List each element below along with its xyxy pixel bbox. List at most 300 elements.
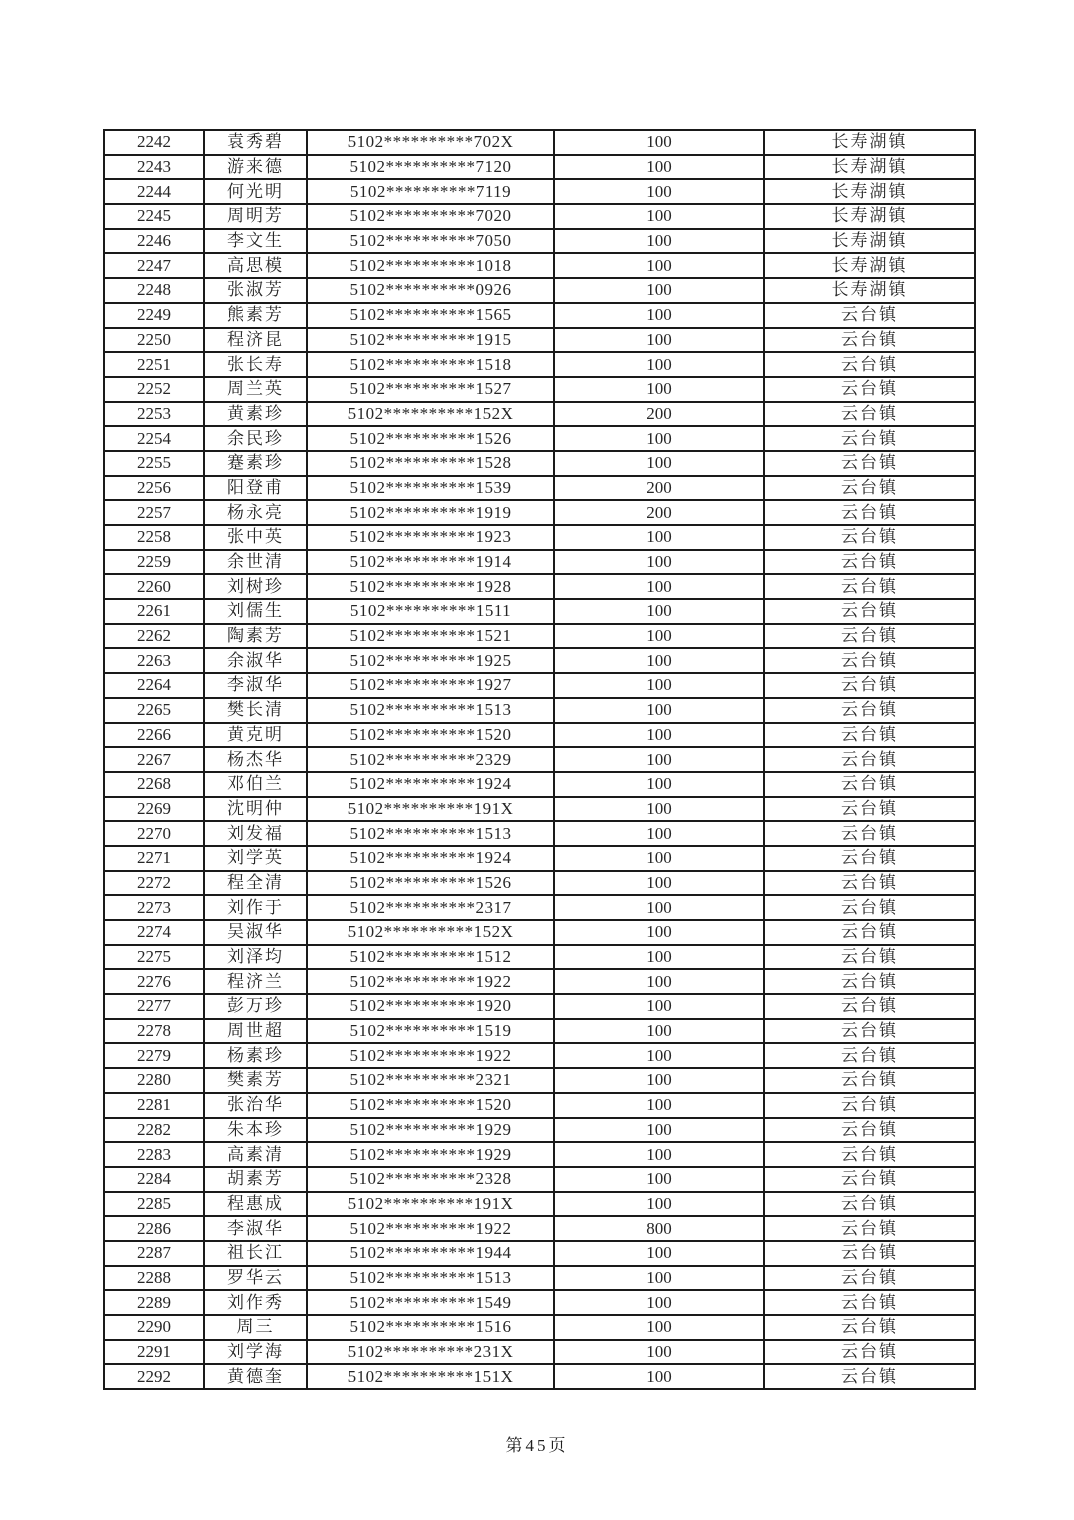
masked-id-cell: 5102**********1924 <box>307 772 554 797</box>
amount-cell: 100 <box>554 821 764 846</box>
name-cell: 刘泽均 <box>204 945 307 970</box>
name-cell: 余民珍 <box>204 426 307 451</box>
amount-cell: 100 <box>554 1290 764 1315</box>
town-cell: 云台镇 <box>764 846 975 871</box>
name-cell: 沈明仲 <box>204 797 307 822</box>
table-row <box>104 797 975 822</box>
masked-id-cell: 5102**********1929 <box>307 1142 554 1167</box>
table-row <box>104 673 975 698</box>
name-cell: 余淑华 <box>204 648 307 673</box>
amount-cell: 200 <box>554 500 764 525</box>
town-cell: 云台镇 <box>764 1093 975 1118</box>
amount-cell: 100 <box>554 920 764 945</box>
town-cell: 云台镇 <box>764 871 975 896</box>
town-cell: 云台镇 <box>764 797 975 822</box>
town-cell: 云台镇 <box>764 402 975 427</box>
name-cell: 刘作秀 <box>204 1290 307 1315</box>
name-cell: 刘学海 <box>204 1340 307 1365</box>
town-cell: 云台镇 <box>764 723 975 748</box>
masked-id-cell: 5102**********1928 <box>307 574 554 599</box>
serial-number-cell: 2266 <box>104 723 204 748</box>
amount-cell: 100 <box>554 130 764 155</box>
amount-cell: 800 <box>554 1216 764 1241</box>
serial-number-cell: 2246 <box>104 229 204 254</box>
town-cell: 云台镇 <box>764 1043 975 1068</box>
table-row <box>104 1216 975 1241</box>
amount-cell: 100 <box>554 797 764 822</box>
name-cell: 胡素芳 <box>204 1167 307 1192</box>
serial-number-cell: 2282 <box>104 1118 204 1143</box>
serial-number-cell: 2283 <box>104 1142 204 1167</box>
serial-number-cell: 2275 <box>104 945 204 970</box>
town-cell: 云台镇 <box>764 303 975 328</box>
table-row <box>104 402 975 427</box>
table-row <box>104 1315 975 1340</box>
name-cell: 程济兰 <box>204 969 307 994</box>
name-cell: 周兰英 <box>204 377 307 402</box>
amount-cell: 100 <box>554 1118 764 1143</box>
serial-number-cell: 2249 <box>104 303 204 328</box>
name-cell: 陶素芳 <box>204 624 307 649</box>
name-cell: 张治华 <box>204 1093 307 1118</box>
amount-cell: 100 <box>554 673 764 698</box>
table-row <box>104 1068 975 1093</box>
town-cell: 云台镇 <box>764 1192 975 1217</box>
masked-id-cell: 5102**********1922 <box>307 1216 554 1241</box>
table-row <box>104 624 975 649</box>
masked-id-cell: 5102**********1929 <box>307 1118 554 1143</box>
amount-cell: 100 <box>554 648 764 673</box>
name-cell: 何光明 <box>204 179 307 204</box>
masked-id-cell: 5102**********1944 <box>307 1241 554 1266</box>
serial-number-cell: 2273 <box>104 895 204 920</box>
serial-number-cell: 2243 <box>104 155 204 180</box>
name-cell: 杨永亮 <box>204 500 307 525</box>
name-cell: 刘作于 <box>204 895 307 920</box>
serial-number-cell: 2263 <box>104 648 204 673</box>
masked-id-cell: 5102**********231X <box>307 1340 554 1365</box>
amount-cell: 100 <box>554 1315 764 1340</box>
serial-number-cell: 2268 <box>104 772 204 797</box>
name-cell: 游来德 <box>204 155 307 180</box>
serial-number-cell: 2271 <box>104 846 204 871</box>
amount-cell: 100 <box>554 204 764 229</box>
table-row <box>104 1043 975 1068</box>
serial-number-cell: 2286 <box>104 1216 204 1241</box>
town-cell: 云台镇 <box>764 500 975 525</box>
amount-cell: 100 <box>554 1241 764 1266</box>
masked-id-cell: 5102**********702X <box>307 130 554 155</box>
table-row <box>104 352 975 377</box>
masked-id-cell: 5102**********0926 <box>307 278 554 303</box>
amount-cell: 100 <box>554 1167 764 1192</box>
amount-cell: 100 <box>554 871 764 896</box>
serial-number-cell: 2277 <box>104 994 204 1019</box>
serial-number-cell: 2280 <box>104 1068 204 1093</box>
serial-number-cell: 2248 <box>104 278 204 303</box>
town-cell: 云台镇 <box>764 525 975 550</box>
masked-id-cell: 5102**********1549 <box>307 1290 554 1315</box>
town-cell: 云台镇 <box>764 1019 975 1044</box>
masked-id-cell: 5102**********152X <box>307 920 554 945</box>
amount-cell: 100 <box>554 179 764 204</box>
town-cell: 云台镇 <box>764 476 975 501</box>
amount-cell: 100 <box>554 550 764 575</box>
amount-cell: 100 <box>554 328 764 353</box>
town-cell: 云台镇 <box>764 747 975 772</box>
masked-id-cell: 5102**********1539 <box>307 476 554 501</box>
table-row <box>104 1019 975 1044</box>
amount-cell: 100 <box>554 229 764 254</box>
town-cell: 云台镇 <box>764 772 975 797</box>
town-cell: 云台镇 <box>764 994 975 1019</box>
town-cell: 长寿湖镇 <box>764 278 975 303</box>
amount-cell: 100 <box>554 278 764 303</box>
town-cell: 云台镇 <box>764 328 975 353</box>
masked-id-cell: 5102**********1526 <box>307 871 554 896</box>
serial-number-cell: 2260 <box>104 574 204 599</box>
town-cell: 云台镇 <box>764 1266 975 1291</box>
table-row <box>104 377 975 402</box>
amount-cell: 100 <box>554 698 764 723</box>
masked-id-cell: 5102**********1919 <box>307 500 554 525</box>
table-row <box>104 994 975 1019</box>
town-cell: 云台镇 <box>764 1340 975 1365</box>
town-cell: 云台镇 <box>764 698 975 723</box>
roster-table-body <box>104 130 975 1389</box>
serial-number-cell: 2264 <box>104 673 204 698</box>
town-cell: 云台镇 <box>764 945 975 970</box>
amount-cell: 100 <box>554 994 764 1019</box>
town-cell: 云台镇 <box>764 1068 975 1093</box>
serial-number-cell: 2247 <box>104 253 204 278</box>
serial-number-cell: 2255 <box>104 451 204 476</box>
name-cell: 黄克明 <box>204 723 307 748</box>
town-cell: 云台镇 <box>764 451 975 476</box>
serial-number-cell: 2289 <box>104 1290 204 1315</box>
table-row <box>104 1340 975 1365</box>
masked-id-cell: 5102**********2317 <box>307 895 554 920</box>
serial-number-cell: 2253 <box>104 402 204 427</box>
masked-id-cell: 5102**********1927 <box>307 673 554 698</box>
name-cell: 祖长江 <box>204 1241 307 1266</box>
name-cell: 周世超 <box>204 1019 307 1044</box>
table-row <box>104 426 975 451</box>
amount-cell: 100 <box>554 599 764 624</box>
amount-cell: 100 <box>554 772 764 797</box>
table-row <box>104 229 975 254</box>
name-cell: 罗华云 <box>204 1266 307 1291</box>
masked-id-cell: 5102**********1521 <box>307 624 554 649</box>
name-cell: 李淑华 <box>204 673 307 698</box>
serial-number-cell: 2285 <box>104 1192 204 1217</box>
table-row <box>104 130 975 155</box>
town-cell: 云台镇 <box>764 1241 975 1266</box>
amount-cell: 100 <box>554 303 764 328</box>
name-cell: 樊素芳 <box>204 1068 307 1093</box>
town-cell: 云台镇 <box>764 1167 975 1192</box>
table-row <box>104 895 975 920</box>
masked-id-cell: 5102**********1914 <box>307 550 554 575</box>
masked-id-cell: 5102**********191X <box>307 1192 554 1217</box>
town-cell: 云台镇 <box>764 1118 975 1143</box>
town-cell: 云台镇 <box>764 895 975 920</box>
town-cell: 长寿湖镇 <box>764 204 975 229</box>
town-cell: 云台镇 <box>764 920 975 945</box>
masked-id-cell: 5102**********2321 <box>307 1068 554 1093</box>
name-cell: 程全清 <box>204 871 307 896</box>
name-cell: 吴淑华 <box>204 920 307 945</box>
serial-number-cell: 2292 <box>104 1364 204 1389</box>
name-cell: 杨素珍 <box>204 1043 307 1068</box>
serial-number-cell: 2278 <box>104 1019 204 1044</box>
masked-id-cell: 5102**********7050 <box>307 229 554 254</box>
table-row <box>104 1118 975 1143</box>
masked-id-cell: 5102**********1516 <box>307 1315 554 1340</box>
table-row <box>104 476 975 501</box>
serial-number-cell: 2291 <box>104 1340 204 1365</box>
serial-number-cell: 2284 <box>104 1167 204 1192</box>
masked-id-cell: 5102**********2329 <box>307 747 554 772</box>
serial-number-cell: 2258 <box>104 525 204 550</box>
table-row <box>104 772 975 797</box>
table-row <box>104 155 975 180</box>
name-cell: 张中英 <box>204 525 307 550</box>
serial-number-cell: 2281 <box>104 1093 204 1118</box>
table-row <box>104 328 975 353</box>
amount-cell: 100 <box>554 1192 764 1217</box>
serial-number-cell: 2262 <box>104 624 204 649</box>
masked-id-cell: 5102**********151X <box>307 1364 554 1389</box>
serial-number-cell: 2244 <box>104 179 204 204</box>
table-row <box>104 278 975 303</box>
masked-id-cell: 5102**********152X <box>307 402 554 427</box>
amount-cell: 200 <box>554 402 764 427</box>
amount-cell: 100 <box>554 155 764 180</box>
page-footer <box>0 1431 1074 1456</box>
masked-id-cell: 5102**********7120 <box>307 155 554 180</box>
serial-number-cell: 2276 <box>104 969 204 994</box>
name-cell: 彭万珍 <box>204 994 307 1019</box>
table-row <box>104 525 975 550</box>
table-row <box>104 1290 975 1315</box>
table-row <box>104 1364 975 1389</box>
amount-cell: 100 <box>554 525 764 550</box>
masked-id-cell: 5102**********191X <box>307 797 554 822</box>
table-row <box>104 500 975 525</box>
town-cell: 长寿湖镇 <box>764 253 975 278</box>
serial-number-cell: 2251 <box>104 352 204 377</box>
name-cell: 余世清 <box>204 550 307 575</box>
serial-number-cell: 2261 <box>104 599 204 624</box>
masked-id-cell: 5102**********1527 <box>307 377 554 402</box>
amount-cell: 100 <box>554 1068 764 1093</box>
amount-cell: 100 <box>554 1142 764 1167</box>
table-row <box>104 747 975 772</box>
table-row <box>104 846 975 871</box>
town-cell: 云台镇 <box>764 1142 975 1167</box>
amount-cell: 100 <box>554 1340 764 1365</box>
town-cell: 云台镇 <box>764 1290 975 1315</box>
amount-cell: 100 <box>554 451 764 476</box>
serial-number-cell: 2257 <box>104 500 204 525</box>
name-cell: 张淑芳 <box>204 278 307 303</box>
masked-id-cell: 5102**********1528 <box>307 451 554 476</box>
amount-cell: 100 <box>554 723 764 748</box>
name-cell: 蹇素珍 <box>204 451 307 476</box>
masked-id-cell: 5102**********1513 <box>307 821 554 846</box>
town-cell: 云台镇 <box>764 648 975 673</box>
serial-number-cell: 2265 <box>104 698 204 723</box>
table-row <box>104 821 975 846</box>
town-cell: 云台镇 <box>764 1364 975 1389</box>
name-cell: 刘儒生 <box>204 599 307 624</box>
serial-number-cell: 2250 <box>104 328 204 353</box>
amount-cell: 100 <box>554 1019 764 1044</box>
masked-id-cell: 5102**********1922 <box>307 969 554 994</box>
table-row <box>104 1241 975 1266</box>
name-cell: 熊素芳 <box>204 303 307 328</box>
amount-cell: 100 <box>554 574 764 599</box>
serial-number-cell: 2290 <box>104 1315 204 1340</box>
name-cell: 黄德奎 <box>204 1364 307 1389</box>
table-row <box>104 1266 975 1291</box>
masked-id-cell: 5102**********1018 <box>307 253 554 278</box>
name-cell: 程惠成 <box>204 1192 307 1217</box>
name-cell: 刘树珍 <box>204 574 307 599</box>
table-row <box>104 723 975 748</box>
name-cell: 朱本珍 <box>204 1118 307 1143</box>
serial-number-cell: 2272 <box>104 871 204 896</box>
name-cell: 黄素珍 <box>204 402 307 427</box>
town-cell: 云台镇 <box>764 1216 975 1241</box>
name-cell: 刘学英 <box>204 846 307 871</box>
amount-cell: 100 <box>554 352 764 377</box>
name-cell: 邓伯兰 <box>204 772 307 797</box>
amount-cell: 200 <box>554 476 764 501</box>
serial-number-cell: 2252 <box>104 377 204 402</box>
name-cell: 高思模 <box>204 253 307 278</box>
amount-cell: 100 <box>554 1043 764 1068</box>
roster-table <box>103 129 976 1390</box>
table-row <box>104 253 975 278</box>
table-row <box>104 648 975 673</box>
masked-id-cell: 5102**********1520 <box>307 1093 554 1118</box>
amount-cell: 100 <box>554 253 764 278</box>
masked-id-cell: 5102**********1923 <box>307 525 554 550</box>
name-cell: 樊长清 <box>204 698 307 723</box>
name-cell: 高素清 <box>204 1142 307 1167</box>
table-row <box>104 550 975 575</box>
amount-cell: 100 <box>554 1093 764 1118</box>
serial-number-cell: 2288 <box>104 1266 204 1291</box>
serial-number-cell: 2245 <box>104 204 204 229</box>
table-row <box>104 303 975 328</box>
town-cell: 云台镇 <box>764 969 975 994</box>
town-cell: 云台镇 <box>764 352 975 377</box>
table-row <box>104 204 975 229</box>
serial-number-cell: 2259 <box>104 550 204 575</box>
town-cell: 长寿湖镇 <box>764 155 975 180</box>
name-cell: 周明芳 <box>204 204 307 229</box>
town-cell: 云台镇 <box>764 1315 975 1340</box>
town-cell: 云台镇 <box>764 821 975 846</box>
page-number: 第45页 <box>505 1436 569 1455</box>
name-cell: 李淑华 <box>204 1216 307 1241</box>
masked-id-cell: 5102**********1512 <box>307 945 554 970</box>
masked-id-cell: 5102**********1920 <box>307 994 554 1019</box>
town-cell: 长寿湖镇 <box>764 179 975 204</box>
masked-id-cell: 5102**********1520 <box>307 723 554 748</box>
table-row <box>104 574 975 599</box>
table-row <box>104 698 975 723</box>
amount-cell: 100 <box>554 895 764 920</box>
amount-cell: 100 <box>554 1266 764 1291</box>
name-cell: 李文生 <box>204 229 307 254</box>
table-row <box>104 599 975 624</box>
masked-id-cell: 5102**********1513 <box>307 698 554 723</box>
town-cell: 云台镇 <box>764 550 975 575</box>
name-cell: 程济昆 <box>204 328 307 353</box>
amount-cell: 100 <box>554 377 764 402</box>
masked-id-cell: 5102**********1513 <box>307 1266 554 1291</box>
serial-number-cell: 2256 <box>104 476 204 501</box>
name-cell: 周三 <box>204 1315 307 1340</box>
serial-number-cell: 2270 <box>104 821 204 846</box>
table-row <box>104 969 975 994</box>
masked-id-cell: 5102**********1922 <box>307 1043 554 1068</box>
table-row <box>104 179 975 204</box>
serial-number-cell: 2254 <box>104 426 204 451</box>
serial-number-cell: 2267 <box>104 747 204 772</box>
amount-cell: 100 <box>554 1364 764 1389</box>
name-cell: 刘发福 <box>204 821 307 846</box>
masked-id-cell: 5102**********1518 <box>307 352 554 377</box>
town-cell: 长寿湖镇 <box>764 229 975 254</box>
name-cell: 张长寿 <box>204 352 307 377</box>
serial-number-cell: 2274 <box>104 920 204 945</box>
town-cell: 云台镇 <box>764 426 975 451</box>
masked-id-cell: 5102**********7119 <box>307 179 554 204</box>
town-cell: 云台镇 <box>764 624 975 649</box>
town-cell: 云台镇 <box>764 574 975 599</box>
masked-id-cell: 5102**********1565 <box>307 303 554 328</box>
amount-cell: 100 <box>554 624 764 649</box>
table-row <box>104 1192 975 1217</box>
masked-id-cell: 5102**********1519 <box>307 1019 554 1044</box>
table-row <box>104 945 975 970</box>
town-cell: 长寿湖镇 <box>764 130 975 155</box>
town-cell: 云台镇 <box>764 377 975 402</box>
masked-id-cell: 5102**********1925 <box>307 648 554 673</box>
serial-number-cell: 2279 <box>104 1043 204 1068</box>
masked-id-cell: 5102**********2328 <box>307 1167 554 1192</box>
amount-cell: 100 <box>554 969 764 994</box>
name-cell: 杨杰华 <box>204 747 307 772</box>
town-cell: 云台镇 <box>764 599 975 624</box>
serial-number-cell: 2269 <box>104 797 204 822</box>
masked-id-cell: 5102**********1915 <box>307 328 554 353</box>
table-row <box>104 1167 975 1192</box>
masked-id-cell: 5102**********7020 <box>307 204 554 229</box>
serial-number-cell: 2242 <box>104 130 204 155</box>
masked-id-cell: 5102**********1511 <box>307 599 554 624</box>
masked-id-cell: 5102**********1924 <box>307 846 554 871</box>
name-cell: 袁秀碧 <box>204 130 307 155</box>
town-cell: 云台镇 <box>764 673 975 698</box>
amount-cell: 100 <box>554 426 764 451</box>
table-row <box>104 920 975 945</box>
